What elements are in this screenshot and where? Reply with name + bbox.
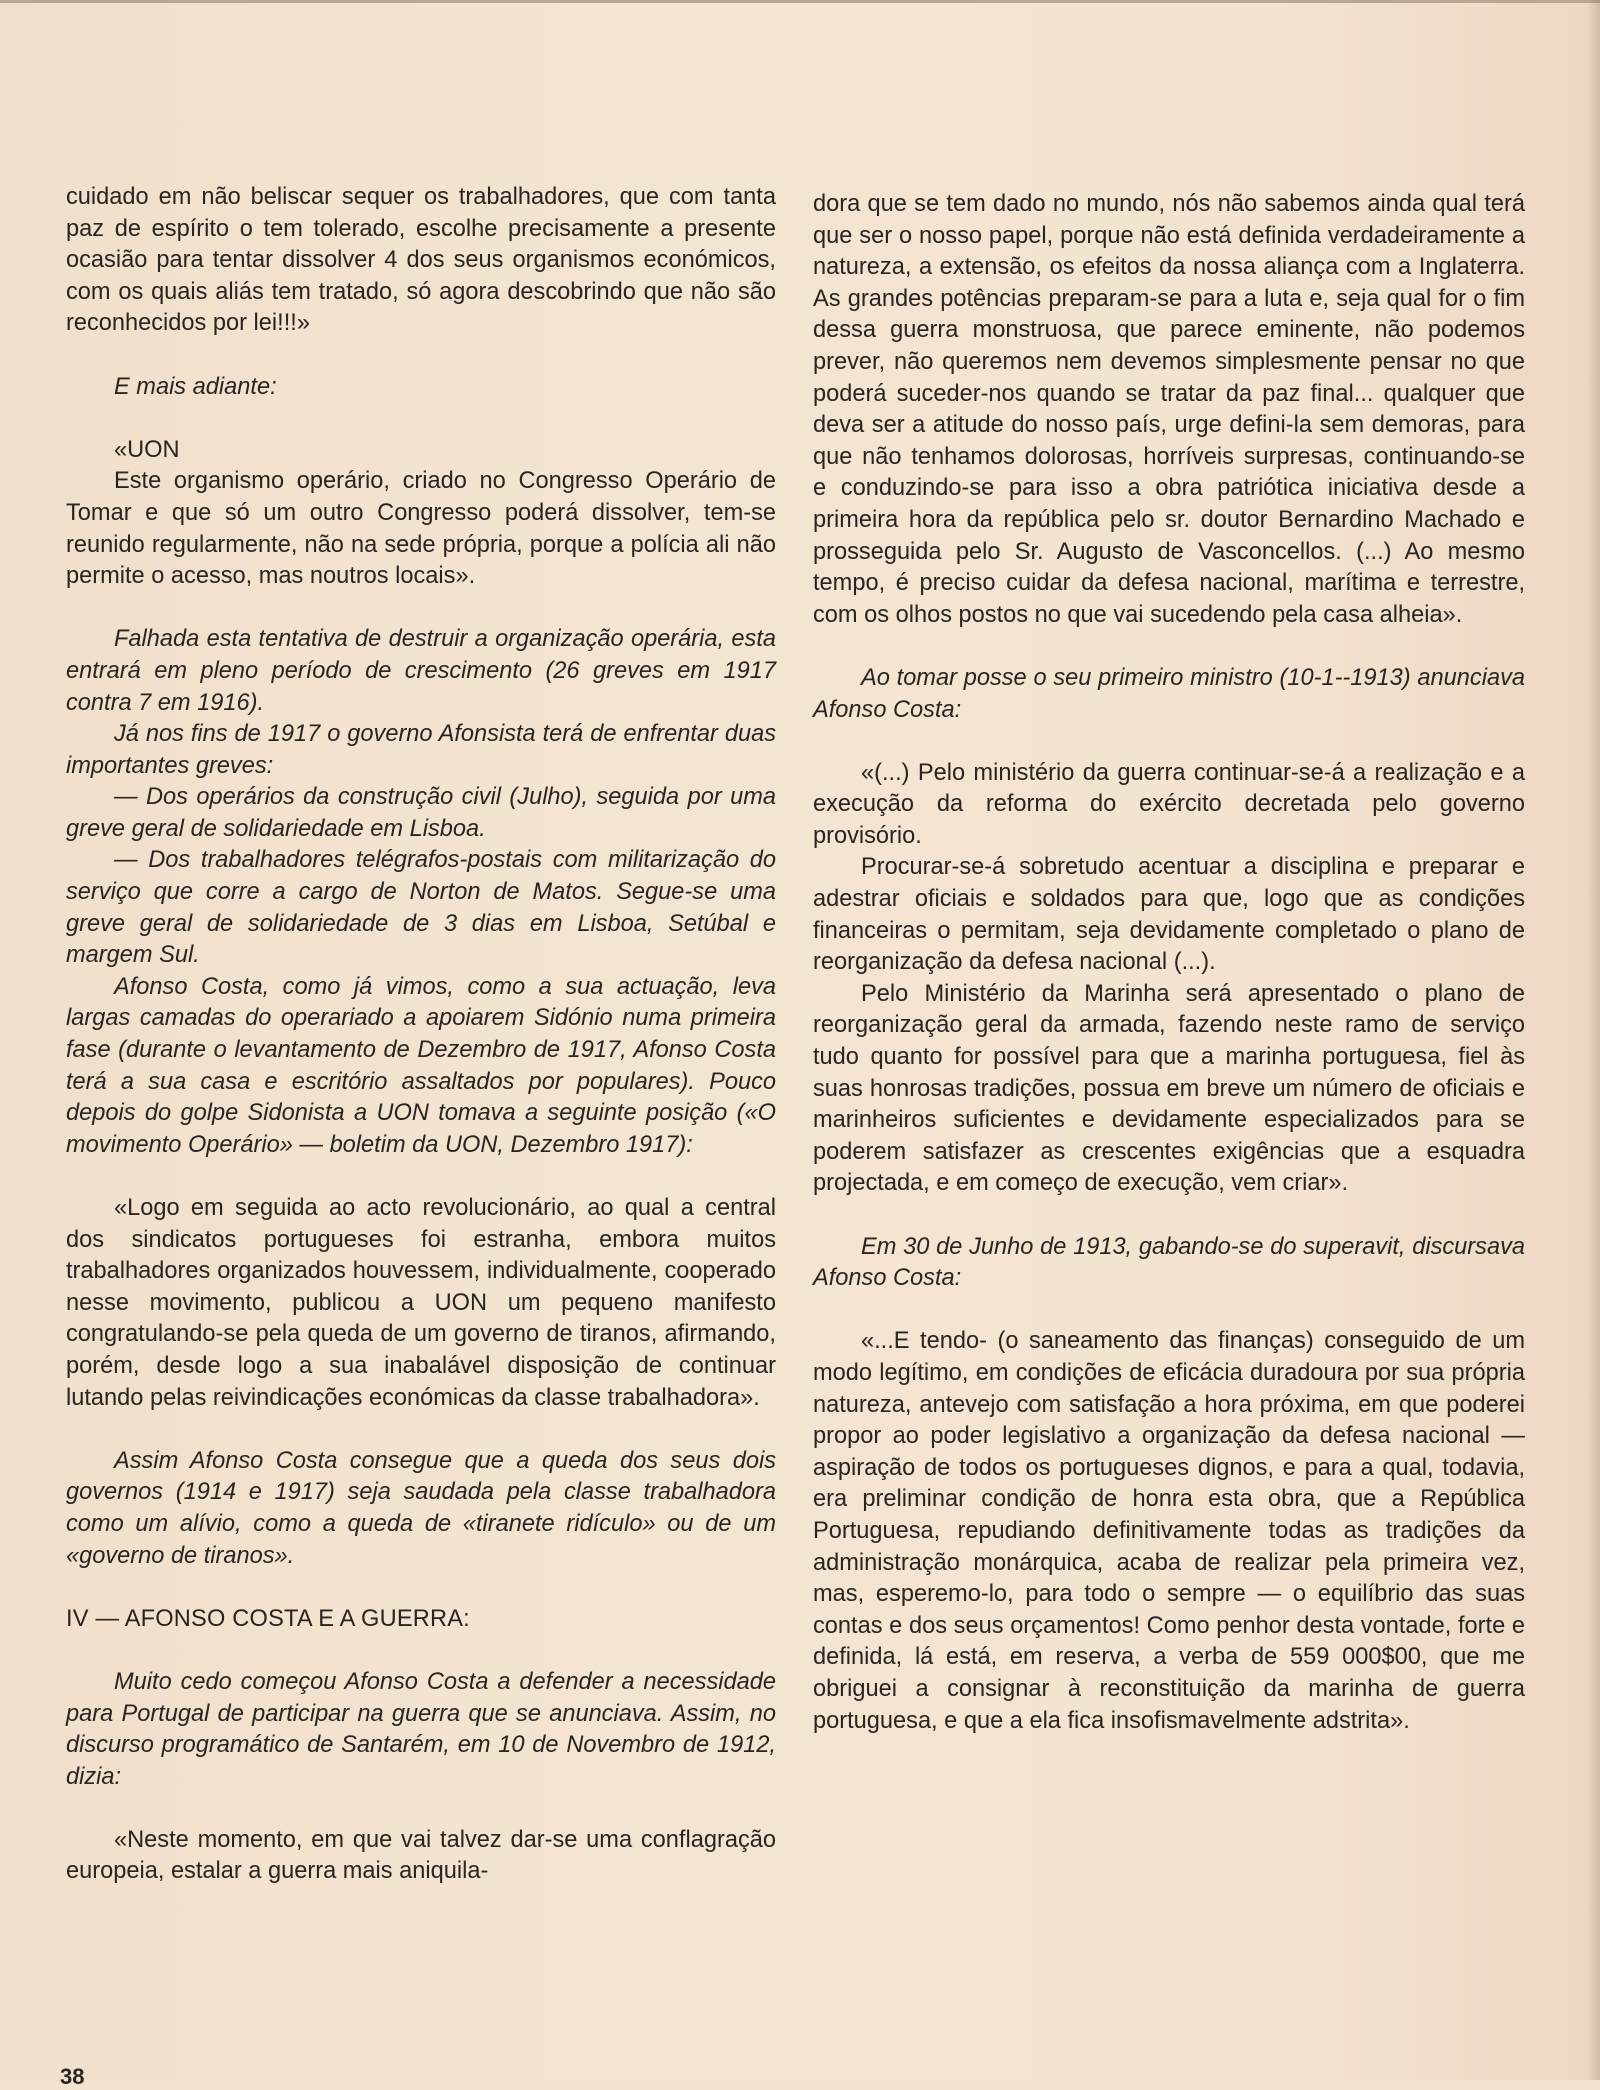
- paragraph: cuidado em não beliscar sequer os trabalhadores, que com tanta paz de espírito o tem tolerado, escolhe precisamente a presente ocasião para tentar dissolver 4 dos seus organismos económicos, com os quais aliás tem tratado, só agora descobrindo que não são reconhecidos por lei!!!»: [66, 184, 776, 337]
- paragraph: — Dos operários da construção civil (Julho), seguida por uma greve geral de solidariedade em Lisboa.: [66, 784, 776, 842]
- right-column: [813, 189, 1525, 1737]
- paragraph: Já nos fins de 1917 o governo Afonsista terá de enfrentar duas importantes greves:: [66, 721, 776, 779]
- paragraph: Falhada esta tentativa de destruir a organização operária, esta entrará em pleno período de crescimento (26 greves em 1917 contra 7 em 1916).: [66, 626, 776, 716]
- paragraph: Afonso Costa, como já vimos, como a sua actuação, leva largas camadas do operariado a apoiarem Sidónio numa primeira fase (durante o levantamento de Dezembro de 1917, Afonso Costa terá a sua casa e escritório assaltados por populares). Pouco depois do golpe Sidonista a UON tomava a seguinte posição («O movimento Operário» — boletim da UON, Dezembro 1917):: [66, 973, 776, 1158]
- paragraph: — Dos trabalhadores telégrafos-postais com militarização do serviço que corre a cargo de Norton de Matos. Segue-se uma greve geral de solidariedade de 3 dias em Lisboa, Setúbal e margem Sul.: [66, 847, 776, 969]
- paragraph: Em 30 de Junho de 1913, gabando-se do superavit, discursava Afonso Costa:: [813, 1233, 1525, 1292]
- paragraph: Muito cedo começou Afonso Costa a defender a necessidade para Portugal de participar na guerra que se anunciava. Assim, no discurso programático de Santarém, em 10 de Novembro de 1912, dizia:: [66, 1668, 776, 1790]
- paragraph: Assim Afonso Costa consegue que a queda dos seus dois governos (1914 e 1917) seja saudada pela classe trabalhadora como um alívio, como a queda de «tiranete ridículo» ou de um «governo de tiranos».: [66, 1447, 776, 1569]
- quotation: Procurar-se-á sobretudo acentuar a disciplina e preparar e adestrar oficiais e soldados para que, logo que as condições financeiras o permitam, seja devidamente completado o plano de reorganização da defesa nacional (...).: [813, 854, 1525, 976]
- page-number: 38: [60, 2064, 85, 2089]
- paragraph: «UON: [114, 436, 180, 463]
- top-rule: [0, 0, 1600, 3]
- quotation: Pelo Ministério da Marinha será apresentado o plano de reorganização geral da armada, fazendo neste ramo de serviço tudo quanto for possível para que a marinha portuguesa, fiel às suas honrosas tradições, possua em breve um número de oficiais e marinheiros suficientes e devidamente especializados para se poderem satisfazer as crescentes exigências que a esquadra projectada, e em começo de execução, vem criar».: [813, 980, 1525, 1197]
- quotation: «...E tendo- (o saneamento das finanças) conseguido de um modo legítimo, em condições de eficácia duradoura por sua própria natureza, antevejo com satisfação a hora próxima, em que poderei propor ao poder legislativo a organização da defesa nacional — aspiração de todos os portugueses dignos, e para a qual, todavia, era preliminar condição de honra esta obra, que a República Portuguesa, repudiando definitivamente todas as tradições da administração monárquica, acaba de realizar pela primeira vez, mas, esperemo-lo, para todo o sempre — o equilíbrio das suas contas e dos seus orçamentos! Como penhor desta vontade, forte e definida, lá está, em reserva, a verba de 559 000$00, que me obriguei a consignar à reconstituição da marinha de guerra portuguesa, e que a ela fica insofismavelmente adstrita».: [813, 1328, 1525, 1734]
- left-column: [66, 182, 776, 1888]
- paragraph: E mais adiante:: [114, 373, 277, 400]
- paragraph: Este organismo operário, criado no Congresso Operário de Tomar e que só um outro Congresso poderá dissolver, tem-se reunido regularmente, não na sede própria, porque a polícia ali não permite o acesso, mas noutros locais».: [66, 468, 776, 590]
- quotation: dora que se tem dado no mundo, nós não sabemos ainda qual terá que ser o nosso papel, porque não está definida verdadeiramente a natureza, a extensão, os efeitos da nossa aliança com a Inglaterra. As grandes potências preparam-se para a luta e, seja qual for o fim dessa guerra monstruosa, que parece eminente, não podemos prever, não queremos nem devemos simplesmente pensar no que poderá suceder-nos quando se tratar da paz final... qualquer que deva ser a atitude do nosso país, urge defini-la sem demoras, para que não tenhamos dolorosas, horríveis surpresas, continuando-se e conduzindo-se para isso a obra patriótica iniciativa desde a primeira hora da república pelo sr. doutor Bernardino Machado e prosseguida pelo Sr. Augusto de Vasconcellos. (...) Ao mesmo tempo, é preciso cuidar da defesa nacional, marítima e terrestre, com os olhos postos no que vai sucedendo pela casa alheia».: [813, 191, 1525, 628]
- quotation: «Logo em seguida ao acto revolucionário, ao qual a central dos sindicatos portugueses foi estranha, embora muitos trabalhadores organizados houvessem, individualmente, cooperado nesse movimento, publicou a UON um pequeno manifesto congratulando-se pela queda de um governo de tiranos, afirmando, porém, desde logo a sua inabalável disposição de continuar lutando pelas reivindicações económicas da classe trabalhadora».: [66, 1195, 776, 1411]
- section-heading: IV — AFONSO COSTA E A GUERRA:: [66, 1605, 470, 1632]
- paragraph: Ao tomar posse o seu primeiro ministro (10-1--1913) anunciava Afonso Costa:: [813, 664, 1525, 723]
- page-edge-shadow: [1586, 0, 1600, 2080]
- quotation: «Neste momento, em que vai talvez dar-se uma conflagração europeia, estalar a guerra mais aniquila-: [66, 1826, 776, 1885]
- quotation: «(...) Pelo ministério da guerra continuar-se-á a realização e a execução da reforma do exército decretada pelo governo provisório.: [813, 759, 1525, 849]
